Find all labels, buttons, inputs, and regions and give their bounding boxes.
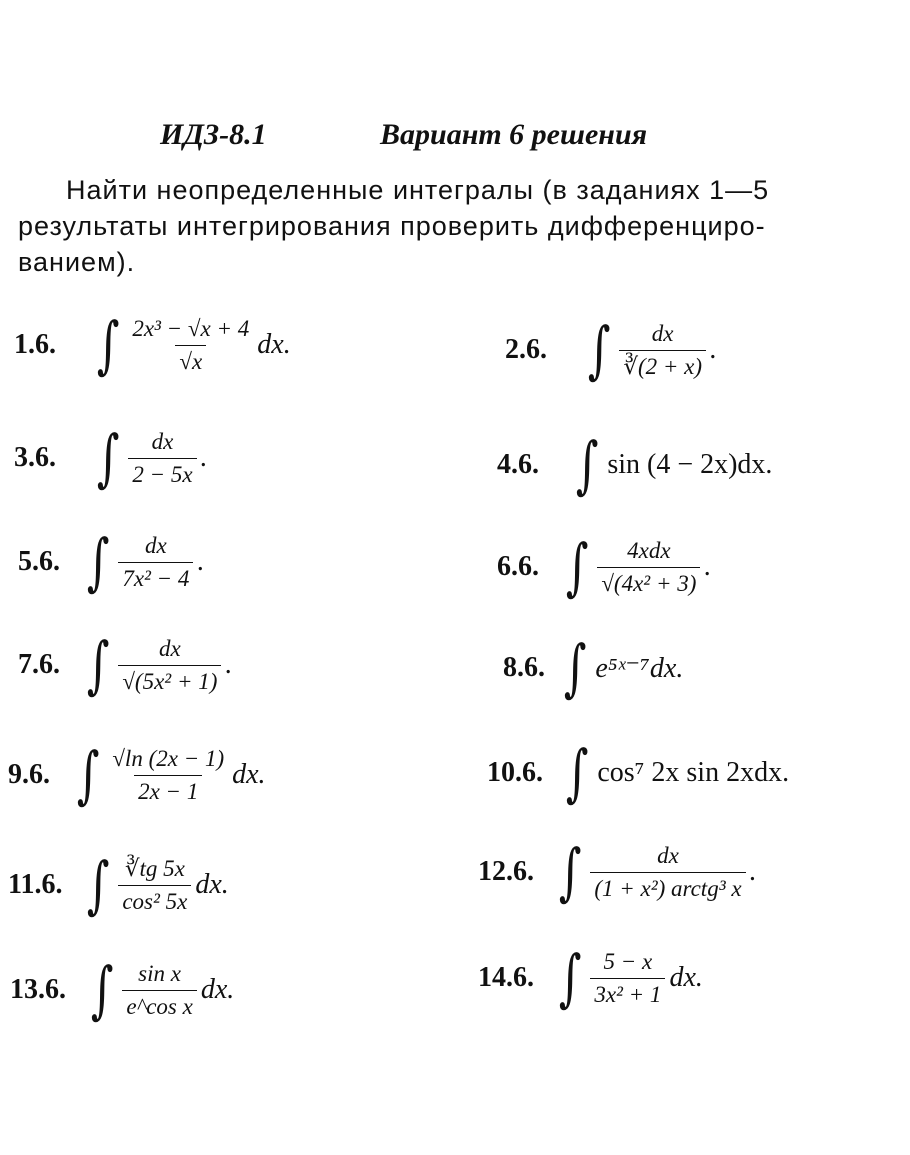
- problem-number: 4.6.: [497, 449, 539, 480]
- problem-expression: [82, 525, 205, 598]
- problem-8: [503, 628, 883, 708]
- problem-11: [8, 845, 458, 925]
- problem-number: 8.6.: [503, 652, 545, 683]
- problem-6: [497, 527, 887, 607]
- instructions-line-1: Найти неопределенные интегралы (в заданиях 1—5: [66, 175, 770, 205]
- problem-expression: [72, 738, 266, 811]
- fraction: [590, 949, 665, 1008]
- denominator: cos² 5x: [118, 885, 191, 915]
- integral-sign-icon: ∫: [86, 848, 110, 921]
- differential: .: [225, 649, 233, 680]
- problem-13: [10, 950, 460, 1030]
- problem-number: 11.6.: [8, 869, 63, 900]
- integral-sign-icon: ∫: [558, 835, 582, 908]
- differential: .: [200, 442, 208, 473]
- problem-number: 3.6.: [14, 442, 56, 473]
- integrand-inline: sin (4 − 2x)dx.: [607, 449, 773, 480]
- problem-expression: [82, 628, 233, 701]
- denominator: √(4x² + 3): [597, 567, 700, 597]
- fraction: [118, 636, 221, 695]
- instructions-line-2: результаты интегрирования проверить дифференциро-: [18, 211, 766, 241]
- problem-10: [487, 733, 887, 813]
- problem-14: [478, 938, 888, 1018]
- problem-expression: [559, 631, 684, 704]
- integral-sign-icon: ∫: [90, 953, 114, 1026]
- fraction: [118, 533, 193, 592]
- numerator: √ln (2x − 1): [112, 745, 225, 771]
- denominator: ∛(2 + x): [619, 350, 706, 380]
- integrand-inline: cos⁷ 2x sin 2xdx.: [597, 757, 790, 788]
- task-instructions: [18, 172, 888, 280]
- differential: .: [710, 334, 718, 365]
- numerator: dx: [158, 635, 181, 661]
- denominator: √x: [175, 345, 206, 375]
- assignment-code: ИДЗ-8.1: [160, 118, 267, 151]
- problem-expression: [561, 736, 790, 809]
- denominator: 2x − 1: [134, 775, 202, 805]
- numerator: dx: [145, 532, 167, 558]
- integral-sign-icon: ∫: [76, 738, 100, 811]
- numerator: 4xdx: [627, 537, 671, 563]
- integrand-inline: e⁵ˣ⁻⁷dx.: [595, 653, 684, 684]
- denominator: (1 + x²) arctg³ x: [590, 872, 745, 902]
- fraction: [122, 961, 197, 1020]
- integral-sign-icon: ∫: [575, 428, 599, 501]
- problem-number: 7.6.: [18, 649, 60, 680]
- numerator: dx: [651, 320, 674, 346]
- integral-sign-icon: ∫: [565, 530, 589, 603]
- integral-sign-icon: ∫: [558, 941, 582, 1014]
- fraction: [118, 856, 191, 915]
- page-heading: [0, 112, 910, 162]
- integral-sign-icon: ∫: [565, 736, 589, 809]
- denominator: 7x² − 4: [118, 562, 193, 592]
- problem-expression: [86, 953, 235, 1026]
- integral-sign-icon: ∫: [86, 525, 110, 598]
- differential: dx.: [669, 962, 703, 993]
- problem-9: [8, 735, 458, 815]
- problem-12: [478, 832, 888, 912]
- problem-4: [497, 425, 887, 505]
- denominator: 2 − 5x: [128, 458, 196, 488]
- differential: .: [749, 856, 757, 887]
- numerator: ∛tg 5x: [124, 855, 185, 881]
- denominator: 3x² + 1: [590, 978, 665, 1008]
- numerator: 2x³ − √x + 4: [132, 315, 250, 341]
- denominator: √(5x² + 1): [118, 665, 221, 695]
- problem-expression: [561, 530, 712, 603]
- problem-expression: [571, 428, 773, 501]
- differential: dx.: [257, 329, 291, 360]
- numerator: dx: [151, 428, 174, 454]
- problem-expression: [583, 313, 718, 386]
- fraction: [597, 538, 700, 597]
- differential: dx.: [200, 974, 235, 1005]
- fraction: [590, 843, 745, 902]
- integral-sign-icon: ∫: [96, 308, 120, 381]
- numerator: sin x: [138, 960, 181, 986]
- integral-sign-icon: ∫: [563, 631, 587, 704]
- problem-expression: [554, 941, 703, 1014]
- problem-3: [14, 418, 454, 498]
- problem-number: 12.6.: [478, 856, 534, 887]
- fraction: [128, 316, 253, 375]
- integral-sign-icon: ∫: [587, 313, 611, 386]
- problem-5: [18, 522, 458, 602]
- differential: .: [704, 551, 712, 582]
- problem-number: 10.6.: [487, 757, 543, 788]
- problem-1: [14, 305, 454, 385]
- differential: dx.: [232, 759, 266, 790]
- differential: dx.: [195, 869, 229, 900]
- problem-number: 13.6.: [10, 974, 66, 1005]
- instructions-line-3: ванием).: [18, 247, 136, 277]
- numerator: 5 − x: [603, 948, 653, 974]
- problem-number: 1.6.: [14, 329, 56, 360]
- problem-2: [505, 310, 885, 390]
- integral-sign-icon: ∫: [86, 628, 110, 701]
- problem-expression: [92, 421, 208, 494]
- problem-number: 5.6.: [18, 546, 60, 577]
- denominator: e^cos x: [122, 990, 197, 1020]
- problem-expression: [82, 848, 229, 921]
- differential: .: [197, 546, 205, 577]
- variant-title: Вариант 6 решения: [380, 118, 648, 151]
- problem-number: 2.6.: [505, 334, 547, 365]
- problem-expression: [554, 835, 757, 908]
- fraction: [108, 746, 228, 805]
- problem-expression: [92, 308, 291, 381]
- problem-number: 9.6.: [8, 759, 50, 790]
- numerator: dx: [657, 842, 679, 868]
- integral-sign-icon: ∫: [96, 421, 120, 494]
- fraction: [619, 321, 706, 380]
- fraction: [128, 429, 196, 488]
- problem-7: [18, 625, 458, 705]
- problem-number: 6.6.: [497, 551, 539, 582]
- problem-number: 14.6.: [478, 962, 534, 993]
